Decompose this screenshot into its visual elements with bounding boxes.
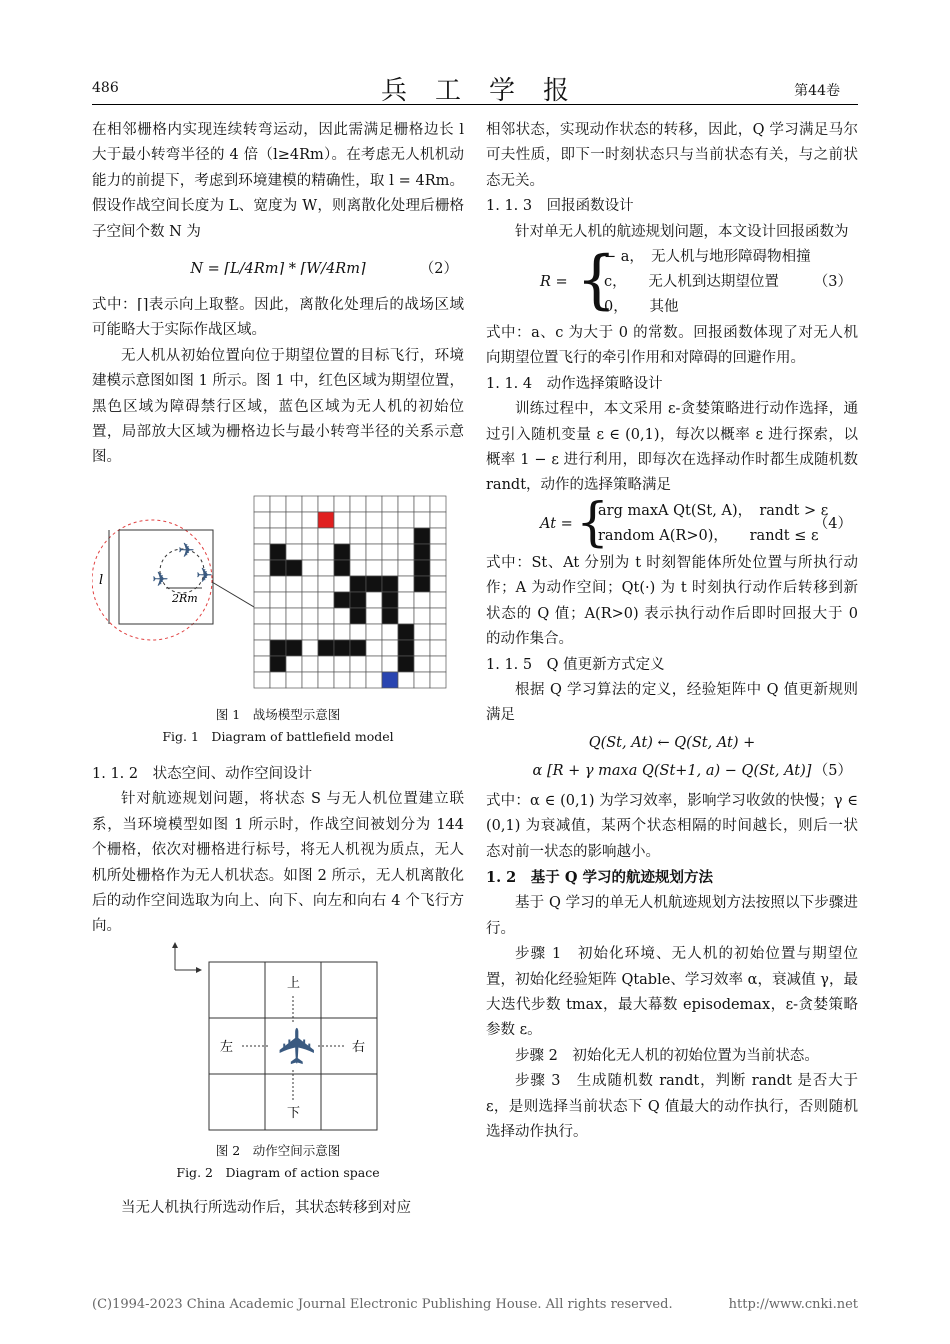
grid-cell: [350, 624, 366, 640]
label-left: 左: [220, 1040, 234, 1055]
grid-cell: [398, 496, 414, 512]
grid-cell: [350, 496, 366, 512]
grid-cell: [254, 624, 270, 640]
obstacle-cell: [270, 640, 286, 656]
grid-cell: [398, 544, 414, 560]
grid-cell: [318, 528, 334, 544]
plane-icon-3: ✈: [196, 563, 213, 587]
grid-cell: [350, 656, 366, 672]
grid-cell: [366, 592, 382, 608]
grid-cell: [366, 560, 382, 576]
obstacle-cell: [382, 592, 398, 608]
grid-cell: [302, 576, 318, 592]
grid-cell: [270, 512, 286, 528]
grid-cell: [302, 560, 318, 576]
label-2rm: 2Rm: [172, 592, 198, 605]
grid-cell: [334, 496, 350, 512]
left-para-4: 针对航迹规划问题，将状态 S 与无人机位置建立联系，当环境模型如图 1 所示时，作战空间被划分为 144 个栅格，依次对栅格进行标号，将无人机视为质点，无人机所处栅格作为无人机状态。如图 2 所示，无人机离散化后的动作空间选取为向上、向下、向左和向右 4 个飞行方向。: [92, 791, 464, 935]
grid-cell: [414, 656, 430, 672]
grid-cell: [382, 544, 398, 560]
grid-cell: [302, 512, 318, 528]
obstacle-cell: [366, 576, 382, 592]
figure-2: [160, 942, 410, 1132]
grid-cell: [254, 512, 270, 528]
grid-cell: [430, 624, 446, 640]
grid-cell: [334, 656, 350, 672]
grid-cell: [318, 496, 334, 512]
left-column-top: [92, 118, 464, 471]
grid-cell: [302, 528, 318, 544]
grid-cell: [382, 512, 398, 528]
fig2-caption: [92, 1140, 464, 1184]
step-3: 步骤 3 生成随机数 randt，判断 randt 是否大于 ε，是则选择当前状态下 Q 值最大的动作执行，否则随机选择动作执行。: [486, 1073, 858, 1140]
grid-cell: [430, 672, 446, 688]
obstacle-cell: [270, 544, 286, 560]
grid-cell: [254, 608, 270, 624]
grid-cell: [430, 656, 446, 672]
right-para-3: 式中：a、c 为大于 0 的常数。回报函数体现了对无人机向期望位置飞行的牵引作用和对障碍的回避作用。: [486, 325, 858, 367]
equation-2-body: N = ⌈L/4Rm⌉ * ⌈W/4Rm⌉: [190, 261, 366, 278]
grid-cell: [286, 624, 302, 640]
obstacle-cell: [350, 608, 366, 624]
eq4-lhs: At =: [540, 515, 573, 532]
grid-cell: [430, 608, 446, 624]
fig1-caption-en: Fig. 1 Diagram of battlefield model: [162, 729, 394, 744]
grid-cell: [254, 528, 270, 544]
right-para-2: 针对单无人机的航迹规划问题，本文设计回报函数为: [515, 223, 849, 240]
volume: 第44卷: [794, 83, 840, 99]
equation-2-number: （2）: [419, 261, 458, 278]
grid-cell: [398, 528, 414, 544]
grid-cell: [302, 656, 318, 672]
grid-cell: [382, 624, 398, 640]
obstacle-cell: [270, 560, 286, 576]
eq3-lhs: R =: [540, 274, 568, 291]
grid-cell: [254, 672, 270, 688]
label-right: 右: [352, 1040, 366, 1055]
grid-cell: [286, 672, 302, 688]
grid-cell: [414, 592, 430, 608]
grid-cell: [382, 640, 398, 656]
grid-cell: [286, 576, 302, 592]
grid-cell: [366, 512, 382, 528]
eq4-row-1: arg maxA Qt(St, A)， randt > ε: [598, 502, 829, 519]
grid-cell: [334, 576, 350, 592]
obstacle-cell: [398, 656, 414, 672]
grid-cell: [334, 624, 350, 640]
eq3-brace: {: [576, 243, 617, 318]
grid-cell: [414, 640, 430, 656]
eq4-brace: {: [576, 492, 610, 553]
section-1-1-3: 1. 1. 3 回报函数设计: [486, 198, 634, 215]
fig1-caption-cn: 图 1 战场模型示意图: [215, 707, 341, 722]
fig2-caption-en: Fig. 2 Diagram of action space: [176, 1165, 380, 1180]
step-1: 步骤 1 初始化环境、无人机的初始位置与期望位置，初始化经验矩阵 Qtable、学习效率 α，衰减值 γ，最大迭代步数 tmax，最大幕数 episodemax，ε-贪婪策略参数 ε。: [486, 946, 858, 1039]
right-column: [486, 118, 858, 1145]
footer-url: http://www.cnki.net: [728, 1297, 858, 1312]
grid-cell: [318, 672, 334, 688]
equation-3: [486, 245, 858, 321]
obstacle-cell: [398, 640, 414, 656]
obstacle-cell: [414, 560, 430, 576]
grid-cell: [398, 560, 414, 576]
grid-cell: [286, 544, 302, 560]
grid-cell: [366, 608, 382, 624]
grid-cell: [366, 528, 382, 544]
obstacle-cell: [286, 640, 302, 656]
grid-cell: [270, 528, 286, 544]
grid-cell: [414, 512, 430, 528]
right-para-1: 相邻状态，实现动作状态的转移，因此，Q 学习满足马尔可夫性质，即下一时刻状态只与当前状态有关，与之前状态无关。: [486, 122, 858, 189]
section-1-1-5: 1. 1. 5 Q 值更新方式定义: [486, 656, 665, 673]
obstacle-cell: [334, 560, 350, 576]
plane-icon-1: ✈: [178, 538, 195, 562]
grid-cell: [270, 496, 286, 512]
grid-cell: [382, 656, 398, 672]
grid-cell: [382, 528, 398, 544]
equation-5: [486, 729, 858, 789]
grid-cell: [318, 560, 334, 576]
left-para-1: 在相邻栅格内实现连续转弯运动，因此需满足栅格边长 l 大于最小转弯半径的 4 倍（l≥4Rm）。在考虑无人机机动能力的前提下，考虑到环境建模的精确性，取 l = 4Rm。假设作战空间长度为 L、宽度为 W，则离散化处理后栅格子空间个数 N 为: [92, 122, 464, 240]
footer-copyright: (C)1994-2023 China Academic Journal Electronic Publishing House. All rights reserved.: [92, 1297, 673, 1312]
obstacle-cell: [350, 640, 366, 656]
right-para-5: 式中：St、At 分别为 t 时刻智能体所处位置与所执行动作；A 为动作空间；Qt(·) 为 t 时刻执行动作后转移到新状态的 Q 值；A(R>0) 表示执行动作后即时回报大于 0 的动作集合。: [486, 554, 858, 648]
plane-icon-center: ✈: [269, 1025, 327, 1067]
grid-cell: [318, 656, 334, 672]
fig2-caption-cn: 图 2 动作空间示意图: [215, 1143, 341, 1158]
grid-cell: [302, 640, 318, 656]
grid-cell: [350, 544, 366, 560]
grid-cell: [430, 512, 446, 528]
grid-cell: [318, 608, 334, 624]
grid-cell: [254, 496, 270, 512]
grid-cell: [270, 608, 286, 624]
obstacle-cell: [350, 592, 366, 608]
grid-cell: [254, 640, 270, 656]
grid-cell: [318, 592, 334, 608]
grid-cell: [398, 672, 414, 688]
grid-cell: [302, 592, 318, 608]
grid-cell: [414, 608, 430, 624]
eq5-line-2: α [R + γ maxa Q(St+1, a) − Q(St, At)]: [532, 762, 812, 779]
grid-cell: [430, 560, 446, 576]
obstacle-cell: [334, 640, 350, 656]
grid-cell: [302, 496, 318, 512]
grid-cell: [430, 544, 446, 560]
grid-cell: [350, 672, 366, 688]
grid-cell: [414, 672, 430, 688]
grid-cell: [254, 656, 270, 672]
grid-cell: [286, 528, 302, 544]
grid-cell: [430, 496, 446, 512]
eq3-number: （3）: [813, 274, 852, 291]
journal-title: 兵工学报: [380, 76, 597, 106]
equation-4: [486, 492, 858, 553]
eq3-row-1: − a， 无人机与地形障碍物相撞: [604, 249, 811, 266]
grid-cell: [430, 592, 446, 608]
grid-cell: [430, 576, 446, 592]
grid-cell: [334, 608, 350, 624]
obstacle-cell: [350, 576, 366, 592]
goal-cell: [318, 512, 334, 528]
label-down: 下: [287, 1106, 301, 1121]
grid-cell: [334, 528, 350, 544]
footer: [92, 1297, 858, 1312]
left-para-2: 式中：⌈⌉表示向上取整。因此，离散化处理后的战场区域可能略大于实际作战区域。: [92, 297, 464, 339]
grid-cell: [254, 592, 270, 608]
grid-cell: [398, 576, 414, 592]
grid-cell: [398, 592, 414, 608]
eq5-number: （5）: [813, 762, 852, 779]
axis-right-arrowhead: [196, 967, 202, 973]
right-para-6: 根据 Q 学习算法的定义，经验矩阵中 Q 值更新规则满足: [486, 681, 858, 724]
section-1-2-title: 1. 2 基于 Q 学习的航迹规划方法: [486, 868, 714, 886]
axis-up-arrowhead: [172, 942, 178, 948]
grid-cell: [318, 544, 334, 560]
obstacle-cell: [334, 592, 350, 608]
section-1-2: [486, 865, 858, 891]
grid-cell: [286, 608, 302, 624]
section-1-1-2: 1. 1. 2 状态空间、动作空间设计: [92, 766, 313, 782]
grid-cell: [254, 560, 270, 576]
grid-cell: [302, 608, 318, 624]
label-up: 上: [287, 976, 301, 991]
grid-cell: [366, 672, 382, 688]
obstacle-cell: [414, 544, 430, 560]
eq3-row-2: c， 无人机到达期望位置: [604, 274, 779, 291]
right-para-7: 式中：α ∈ (0,1) 为学习效率，影响学习收敛的快慢；γ ∈ (0,1) 为衰减值，某两个状态相隔的时间越长，则后一状态对前一状态的影响越小。: [486, 792, 858, 860]
grid-cell: [254, 576, 270, 592]
obstacle-cell: [270, 656, 286, 672]
page-number: 486: [92, 80, 119, 96]
eq3-row-3: 0， 其他: [604, 299, 679, 316]
header-rule: [92, 104, 858, 105]
grid-cell: [270, 576, 286, 592]
grid-cell: [286, 592, 302, 608]
grid-cell: [270, 592, 286, 608]
fig1-caption: [92, 704, 464, 748]
eq4-row-2: random A(R>0)， randt ≤ ε: [598, 527, 819, 544]
grid-cell: [302, 544, 318, 560]
grid-cell: [382, 560, 398, 576]
eq5-line-1: Q(St, At) ← Q(St, At) +: [588, 734, 756, 751]
grid-cell: [366, 640, 382, 656]
plane-icon-2: ✈: [152, 567, 169, 591]
grid-cell: [286, 496, 302, 512]
grid-cell: [382, 496, 398, 512]
grid-cell: [302, 624, 318, 640]
left-para-3: 无人机从初始位置向位于期望位置的目标飞行，环境建模示意图如图 1 所示。图 1 中，红色区域为期望位置，黑色区域为障碍禁行区域，蓝色区域为无人机的初始位置，局部放大区域为栅格边长与最小转弯半径的关系示意图。: [92, 347, 464, 466]
grid-cell: [286, 656, 302, 672]
figure-1: [92, 488, 464, 694]
grid-cell: [318, 576, 334, 592]
grid-cell: [430, 528, 446, 544]
step-2: 步骤 2 初始化无人机的初始位置为当前状态。: [515, 1047, 819, 1064]
grid-cell: [414, 496, 430, 512]
grid-cell: [366, 544, 382, 560]
grid-cell: [302, 672, 318, 688]
grid-cell: [318, 624, 334, 640]
left-para-5: 当无人机执行所选动作后，其状态转移到对应: [121, 1200, 411, 1216]
grid-cell: [414, 624, 430, 640]
grid-cell: [334, 672, 350, 688]
grid-cell: [270, 672, 286, 688]
grid-cell: [366, 656, 382, 672]
eq4-number: （4）: [813, 515, 852, 532]
grid-cell: [286, 512, 302, 528]
grid-cell: [334, 512, 350, 528]
grid-cell: [398, 608, 414, 624]
obstacle-cell: [382, 608, 398, 624]
obstacle-cell: [318, 640, 334, 656]
grid-cell: [350, 528, 366, 544]
grid-cell: [254, 544, 270, 560]
start-cell: [382, 672, 398, 688]
section-1-1-4: 1. 1. 4 动作选择策略设计: [486, 375, 663, 392]
battlefield-grid: [254, 496, 446, 688]
grid-cell: [430, 640, 446, 656]
grid-cell: [270, 624, 286, 640]
obstacle-cell: [398, 624, 414, 640]
obstacle-cell: [414, 576, 430, 592]
left-column-bottom: [92, 1196, 464, 1221]
right-para-4: 训练过程中，本文采用 ε-贪婪策略进行动作选择，通过引入随机变量 ε ∈ (0,1)，每次以概率 ε 进行探索，以概率 1 − ε 进行利用，即每次在选择动作时都生成随机数 randt，动作的选择策略满足: [486, 401, 858, 494]
right-para-8: 基于 Q 学习的单无人机航迹规划方法按照以下步骤进行。: [486, 895, 858, 937]
grid-cell: [366, 496, 382, 512]
obstacle-cell: [382, 576, 398, 592]
equation-2: [92, 245, 464, 293]
grid-cell: [350, 512, 366, 528]
left-column-mid: [92, 762, 464, 940]
label-l: l: [99, 573, 104, 588]
grid-cell: [366, 624, 382, 640]
obstacle-cell: [334, 544, 350, 560]
grid-cell: [350, 560, 366, 576]
obstacle-cell: [414, 528, 430, 544]
grid-cell: [398, 512, 414, 528]
obstacle-cell: [286, 560, 302, 576]
